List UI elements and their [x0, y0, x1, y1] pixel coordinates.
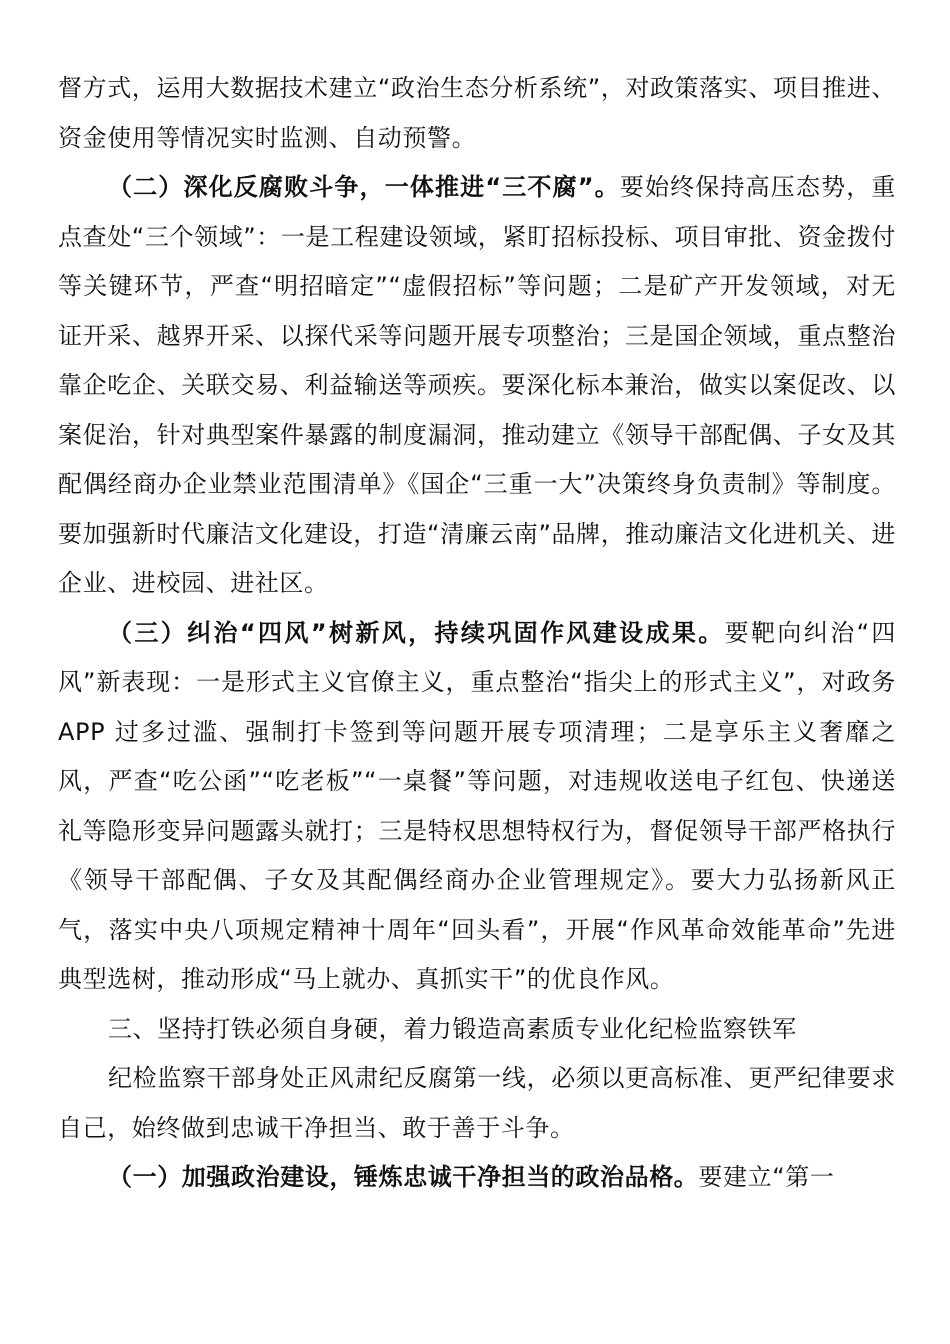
chapter-title: 三、坚持打铁必须自身硬，着力锻造高素质专业化纪检监察铁军: [108, 1014, 797, 1043]
section-paragraph-2: [58, 163, 896, 609]
section-heading: （三）纠治“四风”树新风，持续巩固作风建设成果。: [108, 618, 725, 647]
paragraph-text: 要始终保持高压态势，重点查处“三个领域”：一是工程建设领域，紧盯招标投标、项目审批、资金拨付等关键环节，严查“明招暗定”“虚假招标”等问题；二是矿产开发领域，对无证开采、越界开采、以探代采等问题开展专项整治；三是国企领域，重点整治靠企吃企、关联交易、利益输送等顽疾。要深化标本兼治，做实以案促改、以案促治，针对典型案件暴露的制度漏洞，推动建立《领导干部配偶、子女及其配偶经商办企业禁业范围清单》《国企“三重一大”决策终身负责制》等制度。要加强新时代廉洁文化建设，打造“清廉云南”品牌，推动廉洁文化进机关、进企业、进校园、进社区。: [58, 173, 896, 597]
section-heading: （一）加强政治建设，锤炼忠诚干净担当的政治品格。: [108, 1163, 699, 1191]
paragraph-text: 纪检监察干部身处正风肃纪反腐第一线，必须以更高标准、更严纪律要求自己，始终做到忠诚干净担当、敢于善于斗争。: [58, 1064, 896, 1142]
document-page: [58, 64, 896, 1203]
section-heading: （二）深化反腐败斗争，一体推进“三不腐”。: [108, 173, 620, 201]
paragraph-text: 督方式，运用大数据技术建立“政治生态分析系统”，对政策落实、项目推进、资金使用等情况实时监测、自动预警。: [58, 74, 896, 152]
chapter-heading: [58, 1005, 896, 1055]
paragraph-text: 要靶向纠治“四风”新表现：一是形式主义官僚主义，重点整治“指尖上的形式主义”，对政务 APP 过多过滥、强制打卡签到等问题开展专项清理；二是享乐主义奢靡之风，严查“吃公函”“吃老板”“一桌餐”等问题，对违规收送电子红包、快递送礼等隐形变异问题露头就打；三是特权思想特权行为，督促领导干部严格执行《领导干部配偶、子女及其配偶经商办企业管理规定》。要大力弘扬新风正气，落实中央八项规定精神十周年“回头看”，开展“作风革命效能革命”先进典型选树，推动形成“马上就办、真抓实干”的优良作风。: [58, 618, 896, 993]
paragraph-continuation: [58, 64, 896, 163]
paragraph-text: 要建立“第一: [698, 1163, 835, 1191]
section-paragraph-1: [58, 1153, 896, 1203]
section-paragraph-3: [58, 609, 896, 1005]
chapter-intro-paragraph: [58, 1054, 896, 1153]
